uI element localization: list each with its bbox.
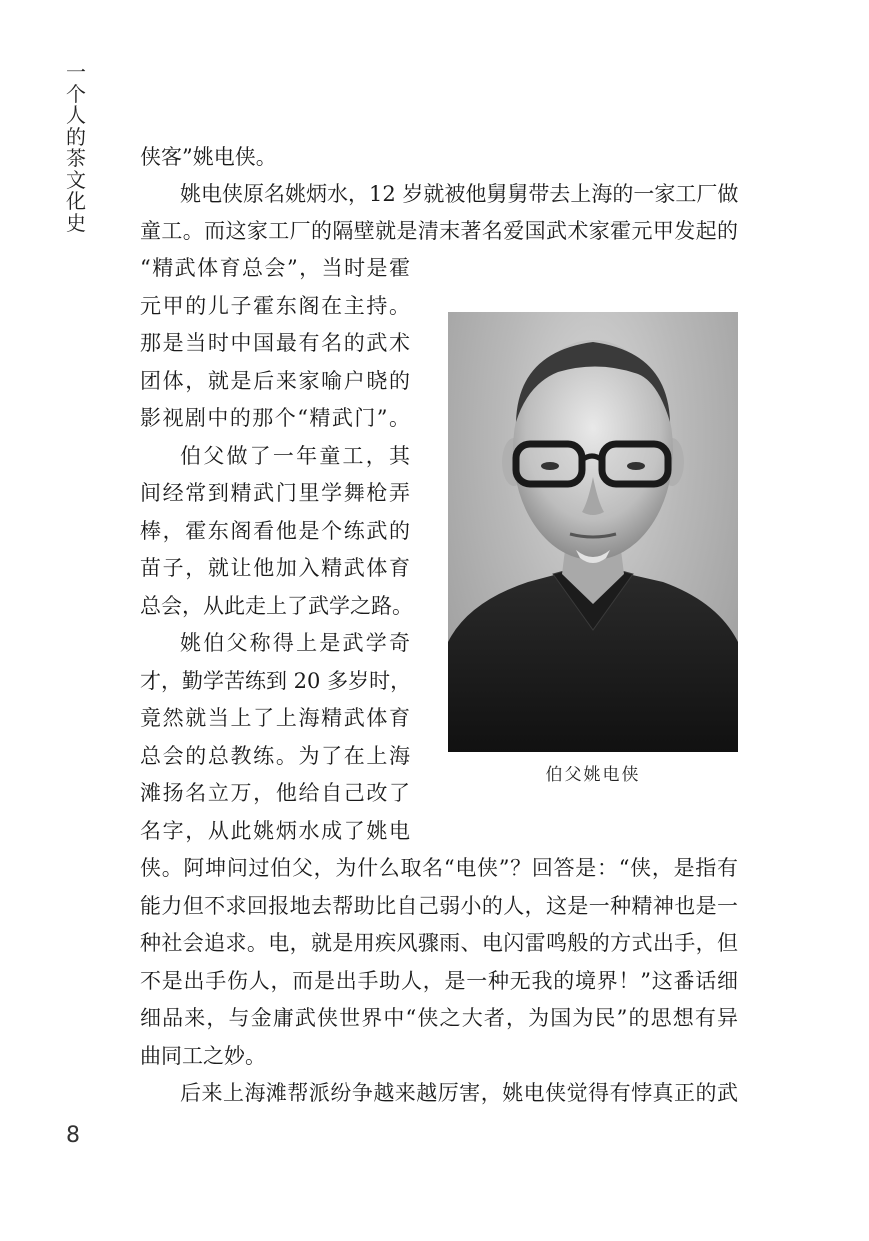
text-line: 那是当时中国最有名的武术 [140, 331, 410, 355]
text-line: 竟然就当上了上海精武体育 [140, 706, 410, 730]
text-line: 间经常到精武门里学舞枪弄 [140, 481, 410, 505]
text-line: 细品来，与金庸武侠世界中“侠之大者，为国为民”的思想有异 [140, 1006, 738, 1030]
running-title-char: 化 [66, 189, 86, 213]
running-title-char: 的 [66, 124, 86, 149]
text-line: 苗子，就让他加入精武体育 [140, 556, 410, 580]
text-line: 侠客”姚电侠。 [140, 145, 277, 169]
portrait-photo [448, 312, 738, 752]
running-title [65, 62, 87, 234]
text-line: 能力但不求回报地去帮助比自己弱小的人，这是一种精神也是一 [140, 894, 738, 918]
text-line: “精武体育总会”，当时是霍 [140, 256, 410, 280]
text-line: 才，勤学苦练到 20 多岁时， [140, 669, 412, 693]
running-title-char: 茶 [66, 146, 86, 170]
running-title-char: 个 [66, 81, 86, 106]
text-line: 后来上海滩帮派纷争越来越厉害，姚电侠觉得有悖真正的武 [180, 1081, 738, 1105]
text-line: 棒，霍东阁看他是个练武的 [140, 519, 410, 543]
text-line: 姚电侠原名姚炳水，12 岁就被他舅舅带去上海的一家工厂做 [180, 182, 739, 206]
text-line: 影视剧中的那个“精武门”。 [140, 406, 410, 430]
running-title-char: 史 [66, 210, 86, 235]
text-line: 童工。而这家工厂的隔壁就是清末著名爱国武术家霍元甲发起的 [140, 219, 738, 243]
text-line: 元甲的儿子霍东阁在主持。 [140, 294, 410, 318]
text-line: 总会，从此走上了武学之路。 [140, 594, 413, 618]
text-line: 总会的总教练。为了在上海 [140, 744, 410, 768]
text-line: 不是出手伤人，而是出手助人，是一种无我的境界！”这番话细 [140, 969, 738, 993]
text-line: 名字，从此姚炳水成了姚电 [140, 819, 410, 843]
text-line: 曲同工之妙。 [140, 1044, 266, 1068]
portrait-illustration [448, 312, 738, 752]
text-line: 侠。阿坤问过伯父，为什么取名“电侠”？回答是：“侠，是指有 [140, 856, 738, 880]
page-number: 8 [66, 1123, 80, 1148]
text-line: 团体，就是后来家喻户晓的 [140, 369, 410, 393]
text-line: 伯父做了一年童工，其 [180, 444, 410, 468]
running-title-char: 一 [66, 60, 86, 84]
text-line: 姚伯父称得上是武学奇 [180, 631, 410, 655]
running-title-char: 人 [66, 103, 86, 127]
text-line: 滩扬名立万，他给自己改了 [140, 781, 410, 805]
text-line: 种社会追求。电，就是用疾风骤雨、电闪雷鸣般的方式出手，但 [140, 931, 738, 955]
running-title-char: 文 [66, 167, 86, 192]
photo-caption: 伯父姚电侠 [545, 765, 641, 785]
